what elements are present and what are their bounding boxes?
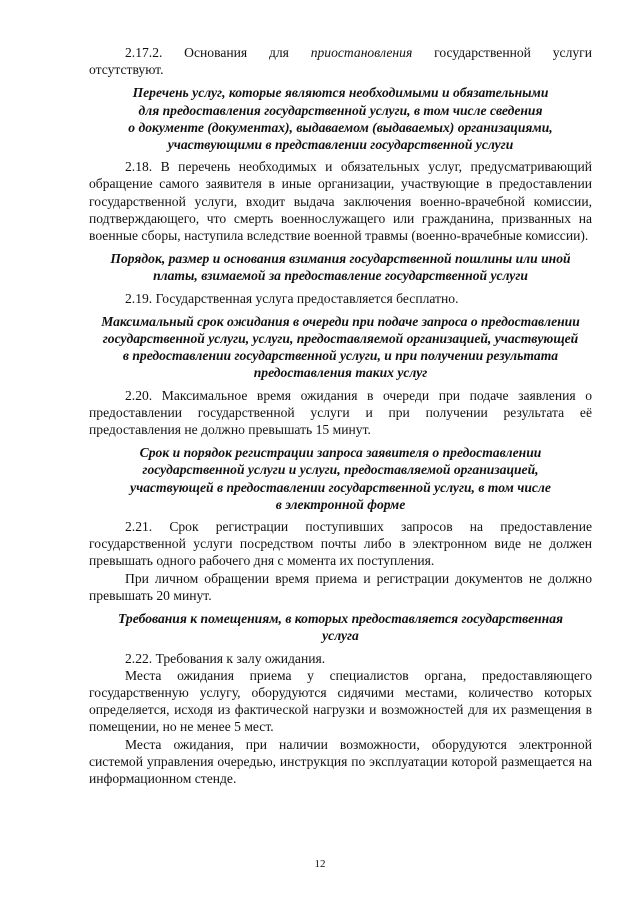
word: государственной — [434, 45, 531, 60]
paragraph-2-21: 2.21. Срок регистрации поступивших запросов на предоставление государственной услуги посредством почты либо в электронном виде не должен превышать одного рабочего дня с момента их поступления. — [89, 519, 592, 569]
paragraph-2-22-queue-system: Места ожидания, при наличии возможности, оборудуются электронной системой управления очередью, инструкция по эксплуатации которой размещается на информационном стенде. — [89, 736, 592, 786]
section-heading-state-fee — [89, 250, 592, 284]
word: для — [268, 45, 289, 60]
heading-line: для предоставления государственной услуги, в том числе сведения — [138, 102, 543, 118]
paragraph-2-17-2-continuation: отсутствуют. — [89, 62, 164, 78]
word: услуги — [552, 45, 593, 60]
page-number: 12 — [314, 858, 326, 870]
heading-line: в предоставлении государственной услуги, и при получении результата — [122, 348, 559, 364]
heading-line: услуга — [322, 628, 359, 644]
section-heading-required-services — [89, 84, 592, 153]
heading-line: Требования к помещениям, в которых предоставляется государственная — [117, 611, 564, 627]
heading-line: предоставления таких услуг — [253, 365, 428, 381]
paragraph-2-18: 2.18. В перечень необходимых и обязательных услуг, предусматривающий обращение самого заявителя в иные организации, участвующие в предоставлении государственной услуги, входит выдача заключения военно-врачебной комиссии, подтверждающего, что смерть военнослужащего или гражданина, призванных на военные сборы, наступила вследствие военной травмы (военно-врачебные комиссии). — [89, 159, 592, 244]
heading-line: Порядок, размер и основания взимания государственной пошлины или иной — [110, 251, 571, 267]
paragraph-2-19: 2.19. Государственная услуга предоставляется бесплатно. — [125, 290, 459, 306]
heading-line: Максимальный срок ожидания в очереди при подаче запроса о предоставлении — [101, 313, 580, 329]
paragraph-2-22: 2.22. Требования к залу ожидания. — [125, 650, 326, 666]
heading-line: государственной услуги и услуги, предоставляемой организацией, — [142, 462, 539, 478]
section-heading-registration — [89, 444, 592, 513]
heading-line: Срок и порядок регистрации запроса заявителя о предоставлении — [139, 445, 542, 461]
heading-line: государственной услуги, услуги, предоставляемой организацией, участвующей — [102, 331, 579, 347]
clause-number: 2.17.2. — [125, 45, 163, 60]
section-heading-max-waiting-time — [89, 313, 592, 382]
heading-line: участвующей в предоставлении государственной услуги, в том числе — [130, 479, 551, 495]
heading-line: о документе (документах), выдаваемом (выдаваемых) организациями, — [128, 119, 553, 135]
paragraph-2-22-waiting-places: Места ожидания приема у специалистов органа, предоставляющего государственную услугу, оборудуются сидячими местами, количество которых определяется, исходя из фактической нагрузки и возможностей для их размещения в помещении, но не менее 5 мест. — [89, 667, 592, 735]
section-heading-premises — [89, 610, 592, 644]
heading-line: участвующими в представлении государственной услуги — [167, 137, 514, 153]
emphasized-word: приостановления — [310, 45, 413, 60]
paragraph-2-21-personal-visit: При личном обращении время приема и регистрации документов не должно превышать 20 минут. — [89, 570, 592, 603]
paragraph-2-20: 2.20. Максимальное время ожидания в очереди при подаче заявления о предоставлении государственной услуги и при получении результата её предоставления не должно превышать 15 минут. — [89, 387, 592, 438]
heading-line: платы, взимаемой за предоставление государственной услуги — [153, 268, 528, 284]
heading-line: Перечень услуг, которые являются необходимыми и обязательными — [132, 85, 549, 101]
heading-line: в электронной форме — [275, 496, 406, 512]
paragraph-2-17-2 — [89, 44, 592, 61]
word: Основания — [184, 45, 248, 60]
